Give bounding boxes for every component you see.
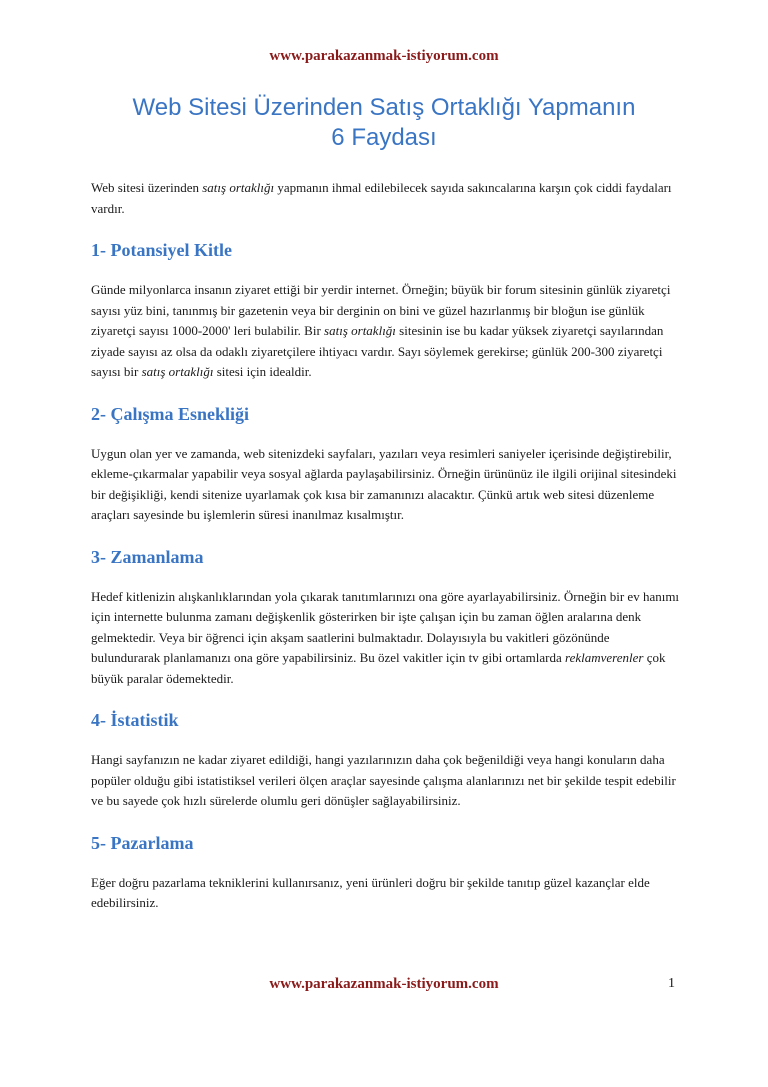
page-number: 1 — [668, 976, 675, 991]
section-3-text-2: çok büyük paralar ödemektedir. — [91, 650, 666, 686]
header-site-link[interactable]: www.parakazanmak-istiyorum.com — [269, 48, 499, 64]
section-1-emphasis-1: satış ortaklığı — [324, 323, 396, 338]
section-3-paragraph — [91, 587, 681, 690]
section-1-emphasis-2: satış ortaklığı — [141, 364, 214, 379]
document-body — [91, 178, 681, 914]
section-1-heading: 1- Potansiyel Kitle — [91, 240, 232, 260]
section-1-text-1: Günde milyonlarca insanın ziyaret ettiği bir yerdir internet. Örneğin; büyük bir forum sitesinin günlük ziyaretçi sayısı yüz bini, tanınmış bir gazetenin veya bir derginin on bini ve güzel hazırlanmış bir bloğun ise günlük ziyaretçi sayısı 1000-2000' leri bulabilir. Bir — [91, 282, 671, 338]
section-4-heading: 4- İstatistik — [91, 710, 179, 730]
section-2-paragraph: Uygun olan yer ve zamanda, web sitenizdeki sayfaları, yazıları veya resimleri saniyeler içerisinde değiştirebilir, ekleme-çıkarmalar yapabilir veya sosyal ağlarda paylaşabilirsiniz. Örneğin ürününüz ile ilgili orijinal sitesindeki bir değişikliği, kendi sitenize uyarlamak çok kısa bir zamanınızı alacaktır. Çünkü artık web sitesi düzenleme araçları sayesinde bu işlemlerin süresi inanılmaz kısalmıştır. — [91, 445, 677, 522]
title-line-1: Web Sitesi Üzerinden Satış Ortaklığı Yapmanın — [132, 94, 636, 121]
page-title — [88, 93, 680, 153]
section-3-heading: 3- Zamanlama — [91, 546, 204, 567]
section-5-heading: 5- Pazarlama — [91, 832, 194, 853]
intro-emphasis: satış ortaklığı — [202, 180, 275, 195]
section-1-text-2: sitesinin ise bu kadar yüksek ziyaretçi sayılarından ziyade sayısı az olsa da odaklı ziyaretçilere ihtiyacı vardır. Sayı söylemek gerekirse; günlük 200-300 ziyaretçi sayısı bir — [91, 323, 664, 379]
footer-site-link[interactable]: www.parakazanmak-istiyorum.com — [269, 976, 499, 992]
section-4-paragraph: Hangi sayfanızın ne kadar ziyaret edildiği, hangi yazılarınızın daha çok beğenildiği veya hangi konuların daha popüler olduğu gibi istatistiksel verileri ölçen araçlar sayesinde çalışma alanlarınızı net bir şekilde tespit edebilir ve bu sayede çok hızlı sürelerde olumlu geri dönüşler sağlayabilirsiniz. — [91, 752, 676, 808]
section-1-paragraph — [91, 280, 681, 383]
intro-text-1: Web sitesi üzerinden — [91, 180, 203, 195]
section-1-text-3: sitesi için idealdir. — [213, 364, 312, 379]
title-line-2: 6 Faydası — [331, 124, 437, 151]
intro-paragraph — [91, 178, 681, 219]
section-3-emphasis: reklamverenler — [565, 650, 644, 665]
section-5-paragraph: Eğer doğru pazarlama tekniklerini kullanırsanız, yeni ürünleri doğru bir şekilde tanıtıp güzel kazançlar elde edebilirsiniz. — [91, 874, 650, 910]
section-3-text-1: Hedef kitlenizin alışkanlıklarından yola çıkarak tanıtımlarınızı ona göre ayarlayabilirsiniz. Örneğin bir ev hanımı için internette bulunma zamanı değişkenlik gösterirken bir işte çalışan için bu zaman öğlen aralarına denk gelmektedir. Veya bir öğrenci için akşam saatlerini bulmaktadır. Dolayısıyla bu vakitleri gözönünde bulundurarak planlamanızı ona göre yapabilirsiniz. Bu özel vakitler için tv gibi ortamlarda — [91, 588, 680, 665]
intro-text-2: yapmanın ihmal edilebilecek sayıda sakıncalarına karşın çok ciddi faydaları vardır. — [91, 180, 672, 216]
section-2-heading: 2- Çalışma Esnekliği — [91, 403, 250, 424]
